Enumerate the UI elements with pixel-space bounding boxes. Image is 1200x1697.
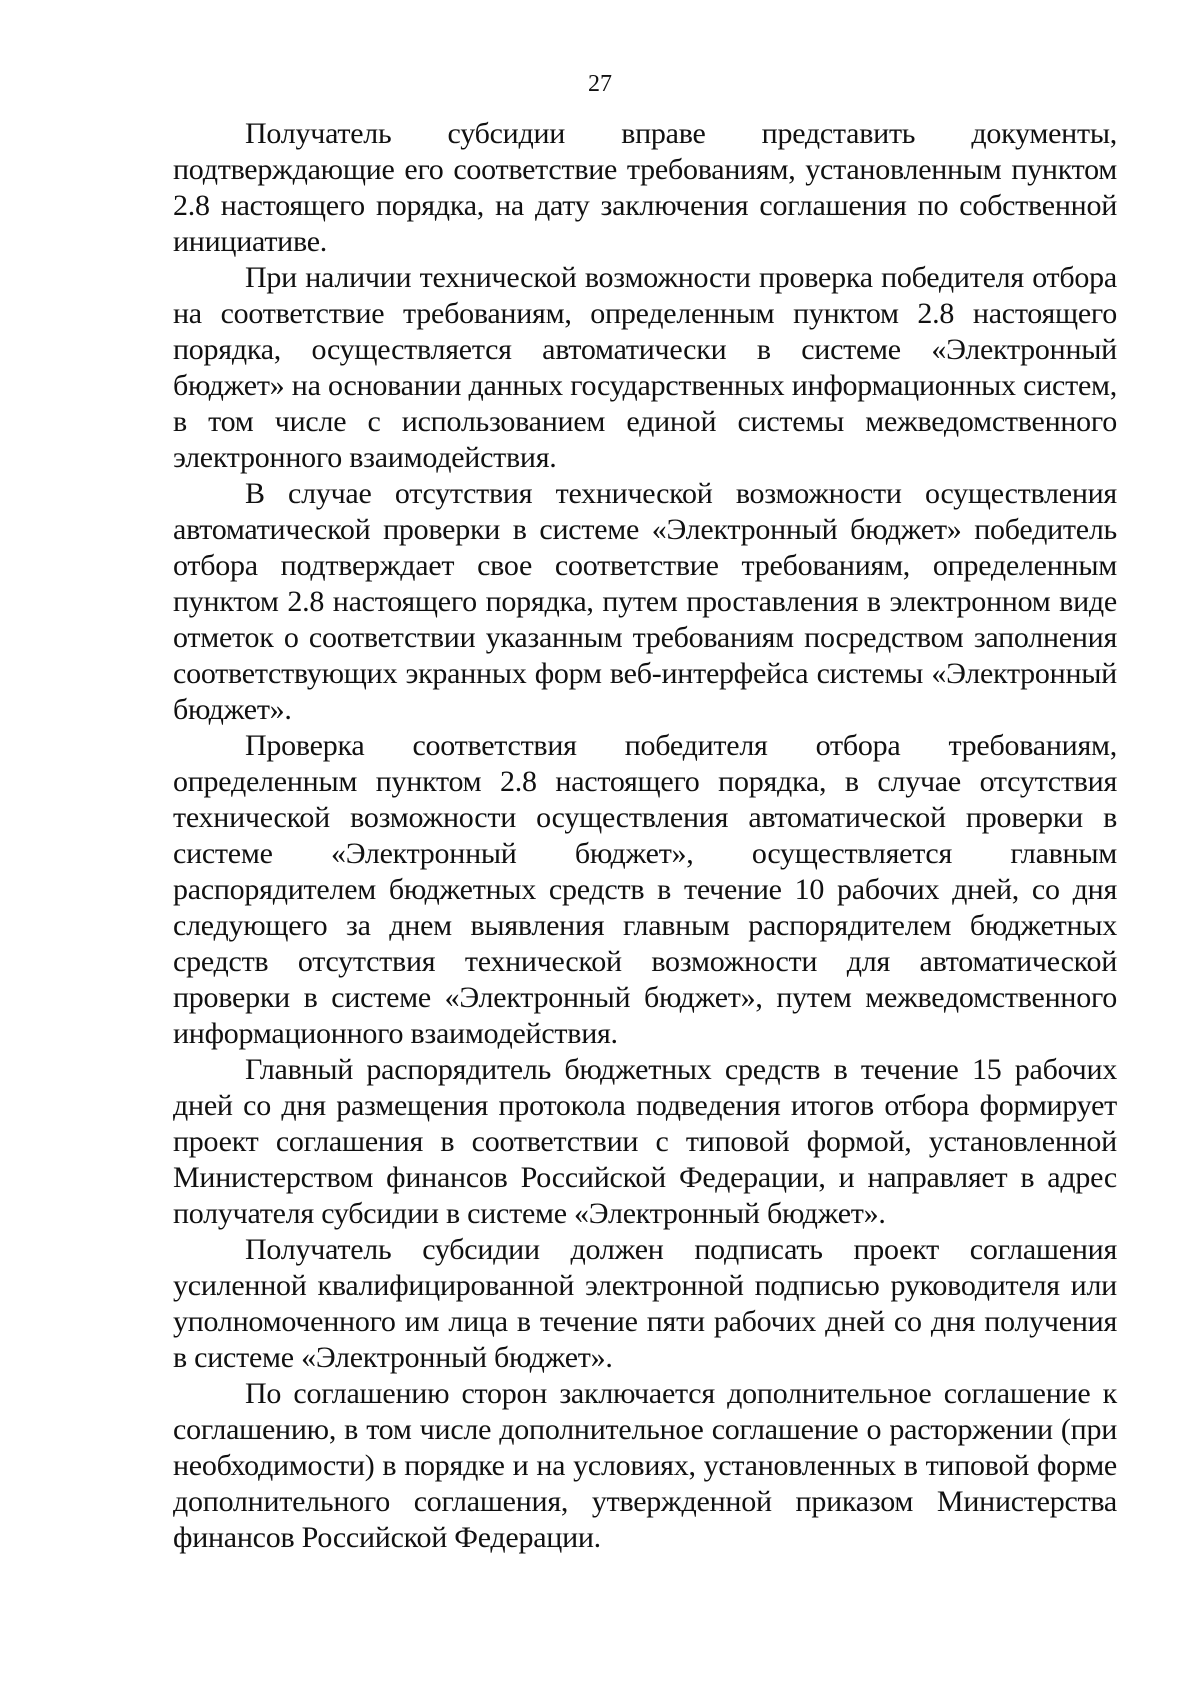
page-number: 27	[588, 71, 612, 97]
paragraph-2: При наличии технической возможности проверка победителя отбора на соответствие требованиям, определенным пунктом 2.8 настоящего порядка, осуществляется автоматически в системе «Электронный бюджет» на основании данных государственных информационных систем, в том числе с использованием единой системы межведомственного электронного взаимодействия.	[173, 261, 1117, 474]
document-body	[173, 116, 1117, 1556]
paragraph-7: По соглашению сторон заключается дополнительное соглашение к соглашению, в том числе дополнительное соглашение о расторжении (при необходимости) в порядке и на условиях, установленных в типовой форме дополнительного соглашения, утвержденной приказом Министерства финансов Российской Федерации.	[173, 1377, 1117, 1554]
paragraph-1: Получатель субсидии вправе представить документы, подтверждающие его соответствие требованиям, установленным пунктом 2.8 настоящего порядка, на дату заключения соглашения по собственной инициативе.	[173, 117, 1117, 258]
paragraph-5: Главный распорядитель бюджетных средств в течение 15 рабочих дней со дня размещения протокола подведения итогов отбора формирует проект соглашения в соответствии с типовой формой, установленной Министерством финансов Российской Федерации, и направляет в адрес получателя субсидии в системе «Электронный бюджет».	[173, 1053, 1117, 1230]
paragraph-4: Проверка соответствия победителя отбора требованиям, определенным пунктом 2.8 настоящего порядка, в случае отсутствия технической возможности осуществления автоматической проверки в системе «Электронный бюджет», осуществляется главным распорядителем бюджетных средств в течение 10 рабочих дней, со дня следующего за днем выявления главным распорядителем бюджетных средств отсутствия технической возможности для автоматической проверки в системе «Электронный бюджет», путем межведомственного информационного взаимодействия.	[173, 729, 1117, 1050]
paragraph-6: Получатель субсидии должен подписать проект соглашения усиленной квалифицированной электронной подписью руководителя или уполномоченного им лица в течение пяти рабочих дней со дня получения в системе «Электронный бюджет».	[173, 1233, 1117, 1374]
paragraph-3: В случае отсутствия технической возможности осуществления автоматической проверки в системе «Электронный бюджет» победитель отбора подтверждает свое соответствие требованиям, определенным пунктом 2.8 настоящего порядка, путем проставления в электронном виде отметок о соответствии указанным требованиям посредством заполнения соответствующих экранных форм веб-интерфейса системы «Электронный бюджет».	[173, 477, 1117, 726]
